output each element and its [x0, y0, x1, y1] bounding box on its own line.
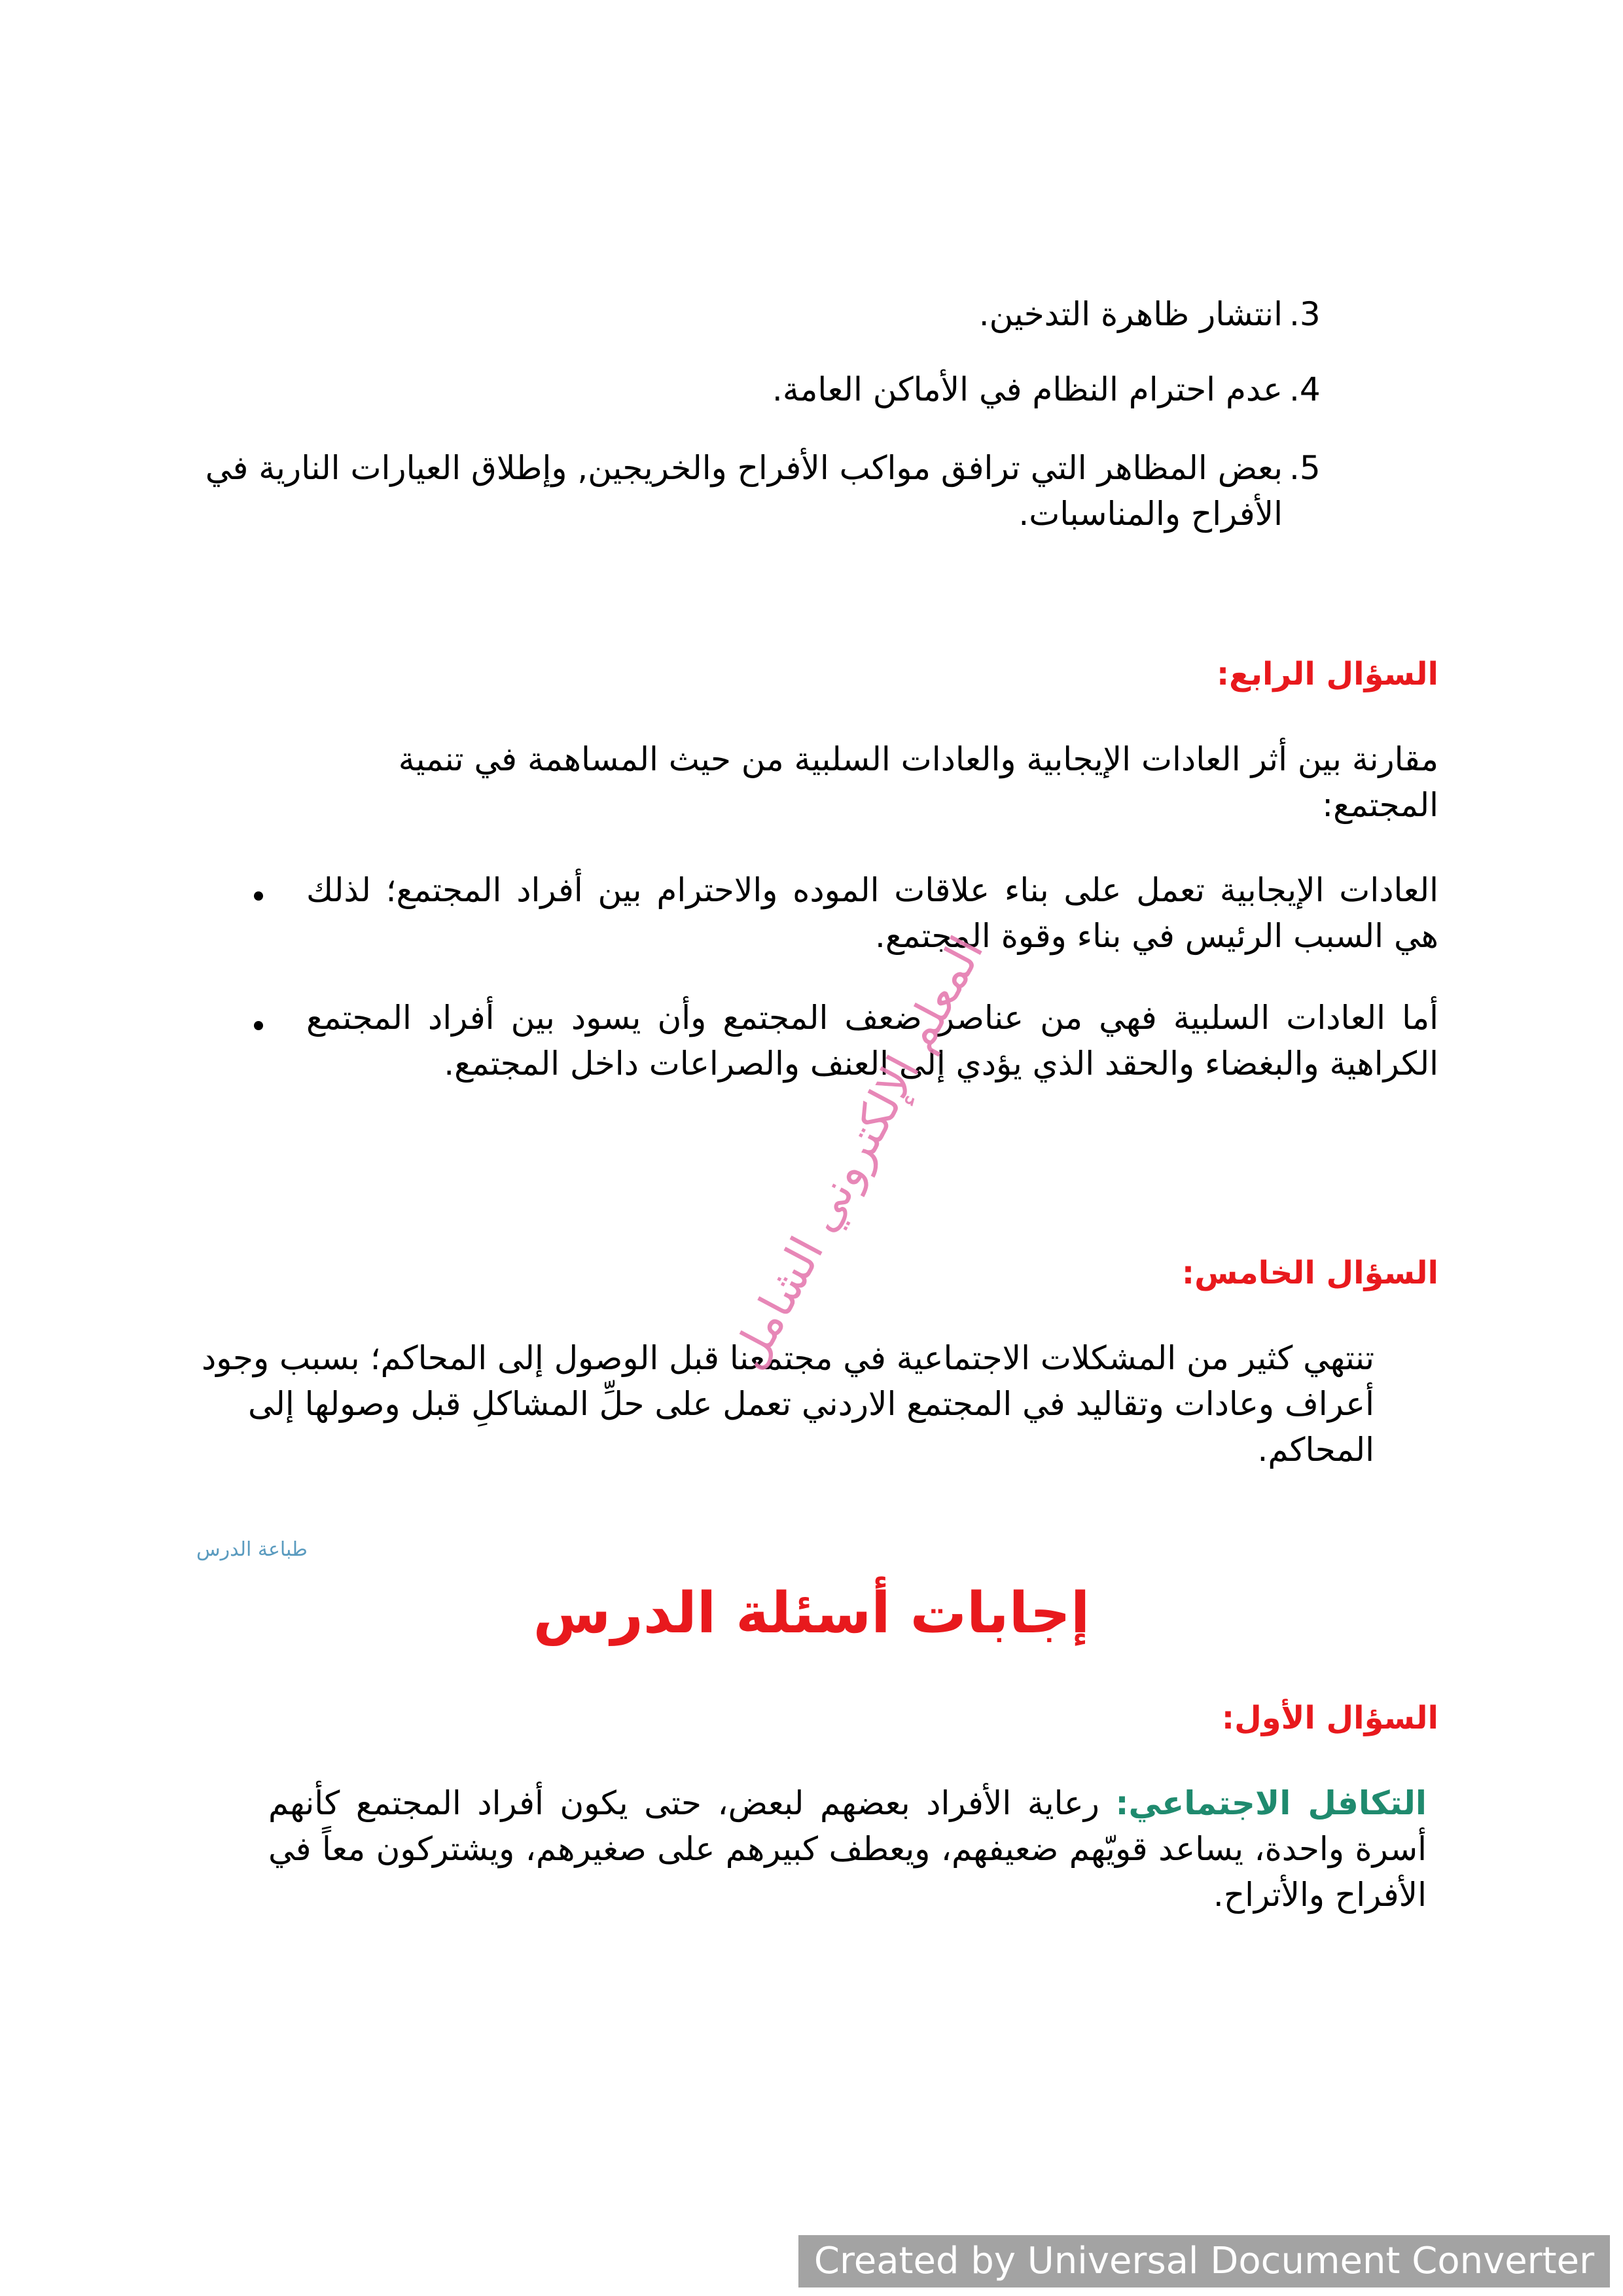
social-solidarity-definition: رعاية الأفراد بعضهم لبعض، حتى يكون أفراد المجتمع كأنهم أسرة واحدة، يساعد قويّهم ضعيفهم، ويعطف كبيرهم على صغيرهم، ويشتركون معاً في الأفراح والأتراح.	[268, 1784, 1427, 1914]
question-4-intro: مقارنة بين أثر العادات الإيجابية والعادات السلبية من حيث المساهمة في تنمية المجتمع:	[398, 740, 1438, 824]
question-1-answer	[268, 1780, 1427, 1918]
question-5-heading: السؤال الخامس:	[1181, 1255, 1438, 1291]
print-lesson-link[interactable]: طباعة الدرس	[196, 1538, 308, 1561]
social-solidarity-term: التكافل الاجتماعي:	[1115, 1784, 1427, 1822]
list-item	[183, 291, 1321, 337]
list-number: .5	[1289, 449, 1321, 487]
list-item	[183, 367, 1321, 412]
list-number: .3	[1289, 295, 1321, 333]
list-text: انتشار ظاهرة التدخين.	[978, 295, 1283, 333]
lesson-answers-title: إجابات أسئلة الدرس	[533, 1581, 1090, 1646]
converter-footer: Created by Universal Document Converter	[798, 2235, 1610, 2287]
question-4-heading: السؤال الرابع:	[1216, 656, 1438, 692]
bullet-icon	[254, 1021, 263, 1030]
watermark: المعلم الإلكتروني الشامل	[721, 927, 994, 1378]
question-4-bullet-positive: العادات الإيجابية تعمل على بناء علاقات الموده والاحترام بين أفراد المجتمع؛ لذلك هي السبب الرئيس في بناء وقوة المجتمع.	[306, 871, 1438, 955]
bullet-icon	[254, 891, 263, 901]
list-text: عدم احترام النظام في الأماكن العامة.	[772, 370, 1283, 408]
question-4-bullet-negative: أما العادات السلبية فهي من عناصر ضعف المجتمع وأن يسود بين أفراد المجتمع الكراهية والبغضاء والحقد الذي يؤدي إلى العنف والصراعات داخل المجتمع.	[306, 999, 1438, 1083]
list-text: بعض المظاهر التي ترافق مواكب الأفراح والخريجين, وإطلاق العيارات النارية في الأفراح والمناسبات.	[205, 449, 1283, 533]
list-number: .4	[1289, 370, 1321, 408]
list-item	[183, 445, 1321, 537]
question-1-heading: السؤال الأول:	[1221, 1700, 1438, 1736]
question-5-answer: تنتهي كثير من المشكلات الاجتماعية في مجتمعنا قبل الوصول إلى المحاكم؛ بسبب وجود أعراف وعادات وتقاليد في المجتمع الاردني تعمل على حلِّ المشاكلِ قبل وصولها إلى المحاكم.	[201, 1339, 1374, 1469]
